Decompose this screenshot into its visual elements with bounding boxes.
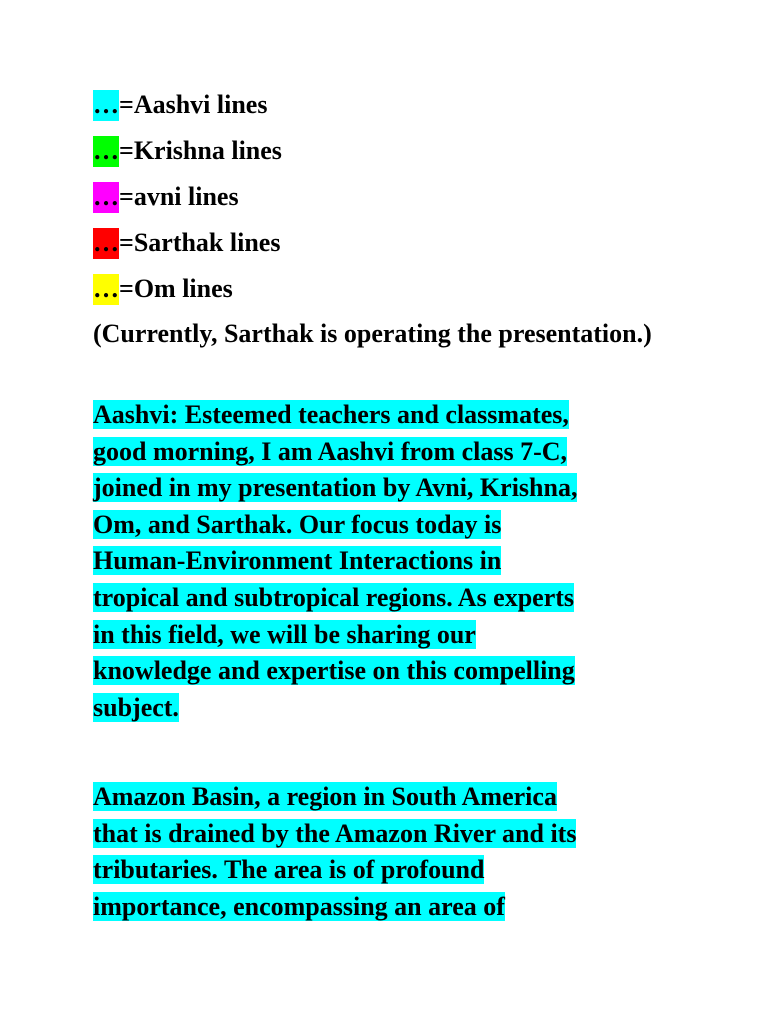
legend-label-avni: =avni lines: [119, 182, 239, 211]
legend-swatch-aashvi: …: [93, 90, 119, 119]
legend-row-om: [93, 270, 282, 316]
legend-swatch-sarthak: …: [93, 228, 119, 257]
paragraph-line: Om, and Sarthak. Our focus today is: [93, 509, 502, 539]
legend-label-om: =Om lines: [119, 274, 233, 303]
paragraph-line: joined in my presentation by Avni, Krishna,: [93, 473, 578, 503]
legend-row-sarthak: [93, 224, 282, 270]
legend-label-aashvi: =Aashvi lines: [119, 90, 268, 119]
legend-swatch-krishna: …: [93, 136, 119, 165]
legend-row-avni: [93, 178, 282, 224]
paragraph-line: tributaries. The area is of profound: [93, 855, 485, 885]
legend-label-sarthak: =Sarthak lines: [119, 228, 281, 257]
operator-note: (Currently, Sarthak is operating the presentation.): [93, 319, 652, 348]
paragraph-line: Human-Environment Interactions in: [93, 546, 502, 576]
legend-row-krishna: [93, 132, 282, 178]
legend-label-krishna: =Krishna lines: [119, 136, 282, 165]
legend-row-aashvi: [93, 86, 282, 132]
amazon-basin-paragraph: [93, 779, 693, 925]
paragraph-line: subject.: [93, 692, 179, 722]
paragraph-line: knowledge and expertise on this compelling: [93, 656, 575, 686]
paragraph-line: Amazon Basin, a region in South America: [93, 782, 557, 811]
paragraph-line: good morning, I am Aashvi from class 7-C,: [93, 436, 568, 466]
aashvi-intro-paragraph: [93, 397, 693, 726]
speaker-color-legend: [93, 86, 282, 316]
legend-swatch-avni: …: [93, 182, 119, 211]
paragraph-line: that is drained by the Amazon River and its: [93, 818, 577, 848]
paragraph-line: importance, encompassing an area of: [93, 891, 505, 921]
paragraph-line: in this field, we will be sharing our: [93, 619, 476, 649]
legend-swatch-om: …: [93, 274, 119, 303]
paragraph-line: tropical and subtropical regions. As experts: [93, 582, 575, 612]
paragraph-line: Aashvi: Esteemed teachers and classmates,: [93, 400, 569, 429]
